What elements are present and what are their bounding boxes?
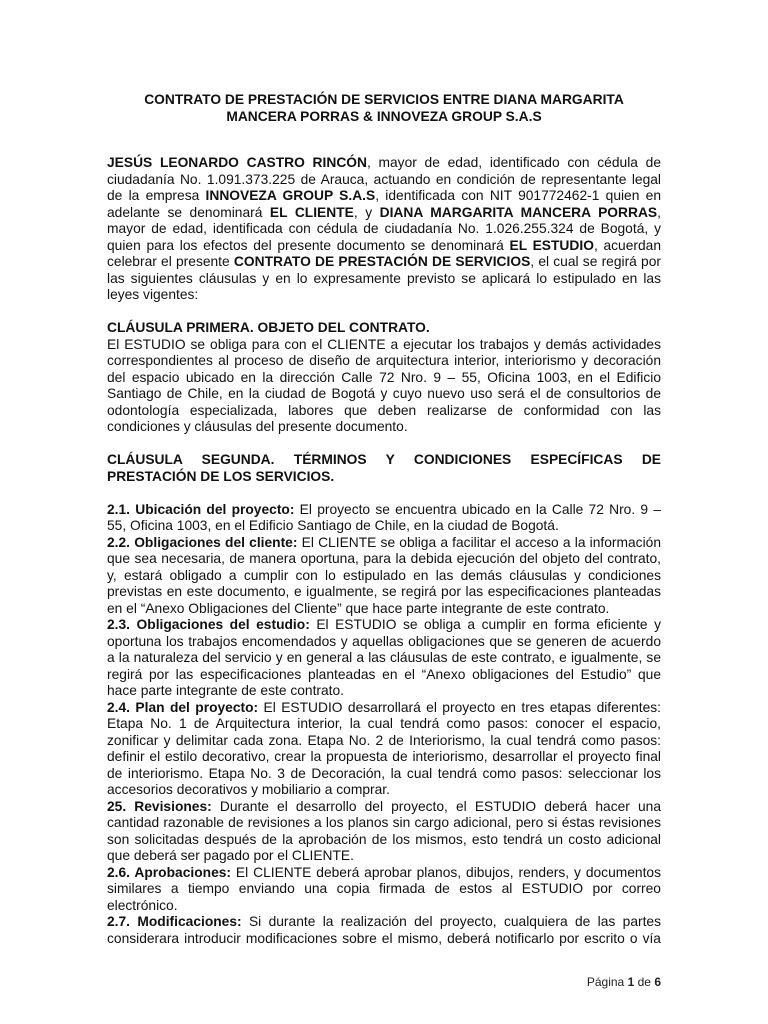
clause-item-text: El CLIENTE se obliga a facilitar el acceso a la información que sea necesaria, de manera oportuna, para la debida ejecución del objeto del contrato, y, estará obligado a cumplir con lo estipulado en las demás cláusulas y condiciones previstas en este documento, e igualmente, se regirá por las especificaciones planteadas en el “Anexo Obligaciones del Cliente” que hace parte integrante de este contrato.	[107, 534, 661, 616]
document-title	[107, 92, 661, 125]
clause-item-text: El ESTUDIO se obliga a cumplir en forma eficiente y oportuna los trabajos encomendados y aquellas obligaciones que se generen de acuerdo a la naturaleza del servicio y en general a las cláusulas de este contrato, e igualmente, se regirá por las especificaciones planteadas en el “Anexo obligaciones del Estudio” que hace parte integrante de este contrato.	[107, 617, 662, 698]
clause-item-text: Durante el desarrollo del proyecto, el ESTUDIO deberá hacer una cantidad razonable de revisiones a los planos sin cargo adicional, pero si éstas revisiones son solicitadas después de la aprobación de los mismos, esto tendrá un costo adicional que deberá ser pagado por el CLIENTE.	[107, 798, 661, 863]
page-word: Página	[586, 975, 625, 989]
title-line-1: CONTRATO DE PRESTACIÓN DE SERVICIOS ENTRE DIANA MARGARITA	[144, 92, 624, 107]
studio-designation: EL ESTUDIO	[509, 237, 594, 253]
clause-item-label: 2.3. Obligaciones del estudio:	[107, 617, 310, 632]
contract-name: CONTRATO DE PRESTACIÓN DE SERVICIOS	[233, 254, 531, 269]
clause-item-text: El proyecto se encuentra ubicado en la Calle 72 Nro. 9 – 55, Oficina 1003, en el Edificio Santiago de Chile, en la ciudad de Bogotá.	[107, 501, 661, 533]
client-designation: EL CLIENTE	[269, 204, 354, 220]
clause-2-heading: CLÁUSULA SEGUNDA. TÉRMINOS Y CONDICIONES ESPECÍFICAS DE PRESTACIÓN DE LOS SERVICIOS.	[107, 452, 661, 484]
intro-text: , acuerdan celebrar el presente	[107, 237, 661, 269]
clause-item-label: 2.6. Aprobaciones:	[107, 864, 232, 880]
intro-text: , mayor de edad, identificada con cédula de ciudadanía No. 1.026.255.324 de Bogotá, y quien para los efectos del presente documento se denominará	[107, 204, 661, 253]
clause-1-text: El ESTUDIO se obliga para con el CLIENTE a ejecutar los trabajos y demás actividades correspondientes al proceso de diseño de arquitectura interior, interiorismo y decoración del espacio ubicado en la dirección Calle 72 Nro. 9 – 55, Oficina 1003, en el Edificio Santiago de Chile, en la ciudad de Bogotá y cuyo nuevo uso será el de consultorios de odontología especializada, labores que deben realizarse de conformidad con las condiciones y cláusulas del presente documento.	[107, 336, 661, 434]
clause-2-2-client-obligations	[107, 535, 661, 618]
document-body	[107, 92, 661, 947]
clause-2-4-project-plan	[107, 700, 661, 799]
clause-item-label: 2.1. Ubicación del proyecto:	[107, 501, 295, 517]
client-representative-name: JESÚS LEONARDO CASTRO RINCÓN	[107, 155, 367, 170]
clause-item-label: 2.2. Obligaciones del cliente:	[107, 534, 298, 550]
clause-item-label: 2.4. Plan del proyecto:	[107, 699, 259, 715]
intro-text: , identificada con NIT 901772462-1 quien en adelante se denominará	[107, 188, 662, 220]
clause-item-label: 2.7. Modificaciones:	[107, 914, 242, 929]
studio-owner-name: DIANA MARGARITA MANCERA PORRAS	[379, 204, 658, 220]
title-line-2: MANCERA PORRAS & INNOVEZA GROUP S.A.S	[226, 108, 542, 124]
intro-text: , y	[353, 204, 380, 220]
clause-item-label: 25. Revisiones:	[107, 798, 212, 814]
intro-text: , el cual se regirá por las siguientes cláusulas y en lo expresamente previsto se aplicará lo estipulado en las leyes vigentes:	[107, 254, 661, 302]
page-number-footer	[587, 974, 661, 990]
intro-paragraph	[107, 155, 661, 304]
of-word: de	[637, 975, 651, 989]
clause-2-5-revisions	[107, 799, 661, 865]
clause-2-1-location	[107, 502, 661, 535]
company-name: INNOVEZA GROUP S.A.S	[205, 188, 376, 203]
intro-text: , mayor de edad, identificado con cédula de ciudadanía No. 1.091.373.225 de Arauca, actuando en condición de representante legal de la empresa	[107, 155, 661, 203]
clause-item-text: El CLIENTE deberá aprobar planos, dibujos, renders, y documentos similares a tiempo enviando una copia firmada de estos al ESTUDIO por correo electrónico.	[107, 864, 661, 913]
clause-2-7-modifications	[107, 914, 661, 947]
clause-1-heading: CLÁUSULA PRIMERA. OBJETO DEL CONTRATO.	[107, 320, 430, 335]
clause-2-3-studio-obligations	[107, 617, 661, 700]
total-pages-number: 6	[654, 975, 661, 989]
clause-2-6-approvals	[107, 865, 661, 915]
clause-item-text: El ESTUDIO desarrollará el proyecto en tres etapas diferentes: Etapa No. 1 de Arquitectura interior, la cual tendrá como pasos: conocer el espacio, zonificar y delimitar cada zona. Etapa No. 2 de Interiorismo, la cual tendrá como pasos: definir el estilo decorativo, crear la propuesta de interiorismo, desarrollar el proyecto final de interiorismo. Etapa No. 3 de Decoración, la cual tendrá como pasos: seleccionar los accesorios decorativos y mobiliario a comprar.	[107, 699, 661, 797]
current-page-number: 1	[627, 975, 635, 989]
clause-item-text: Si durante la realización del proyecto, cualquiera de las partes considerara introducir modificaciones sobre el mismo, deberá notificarlo por escrito o vía	[107, 914, 661, 946]
